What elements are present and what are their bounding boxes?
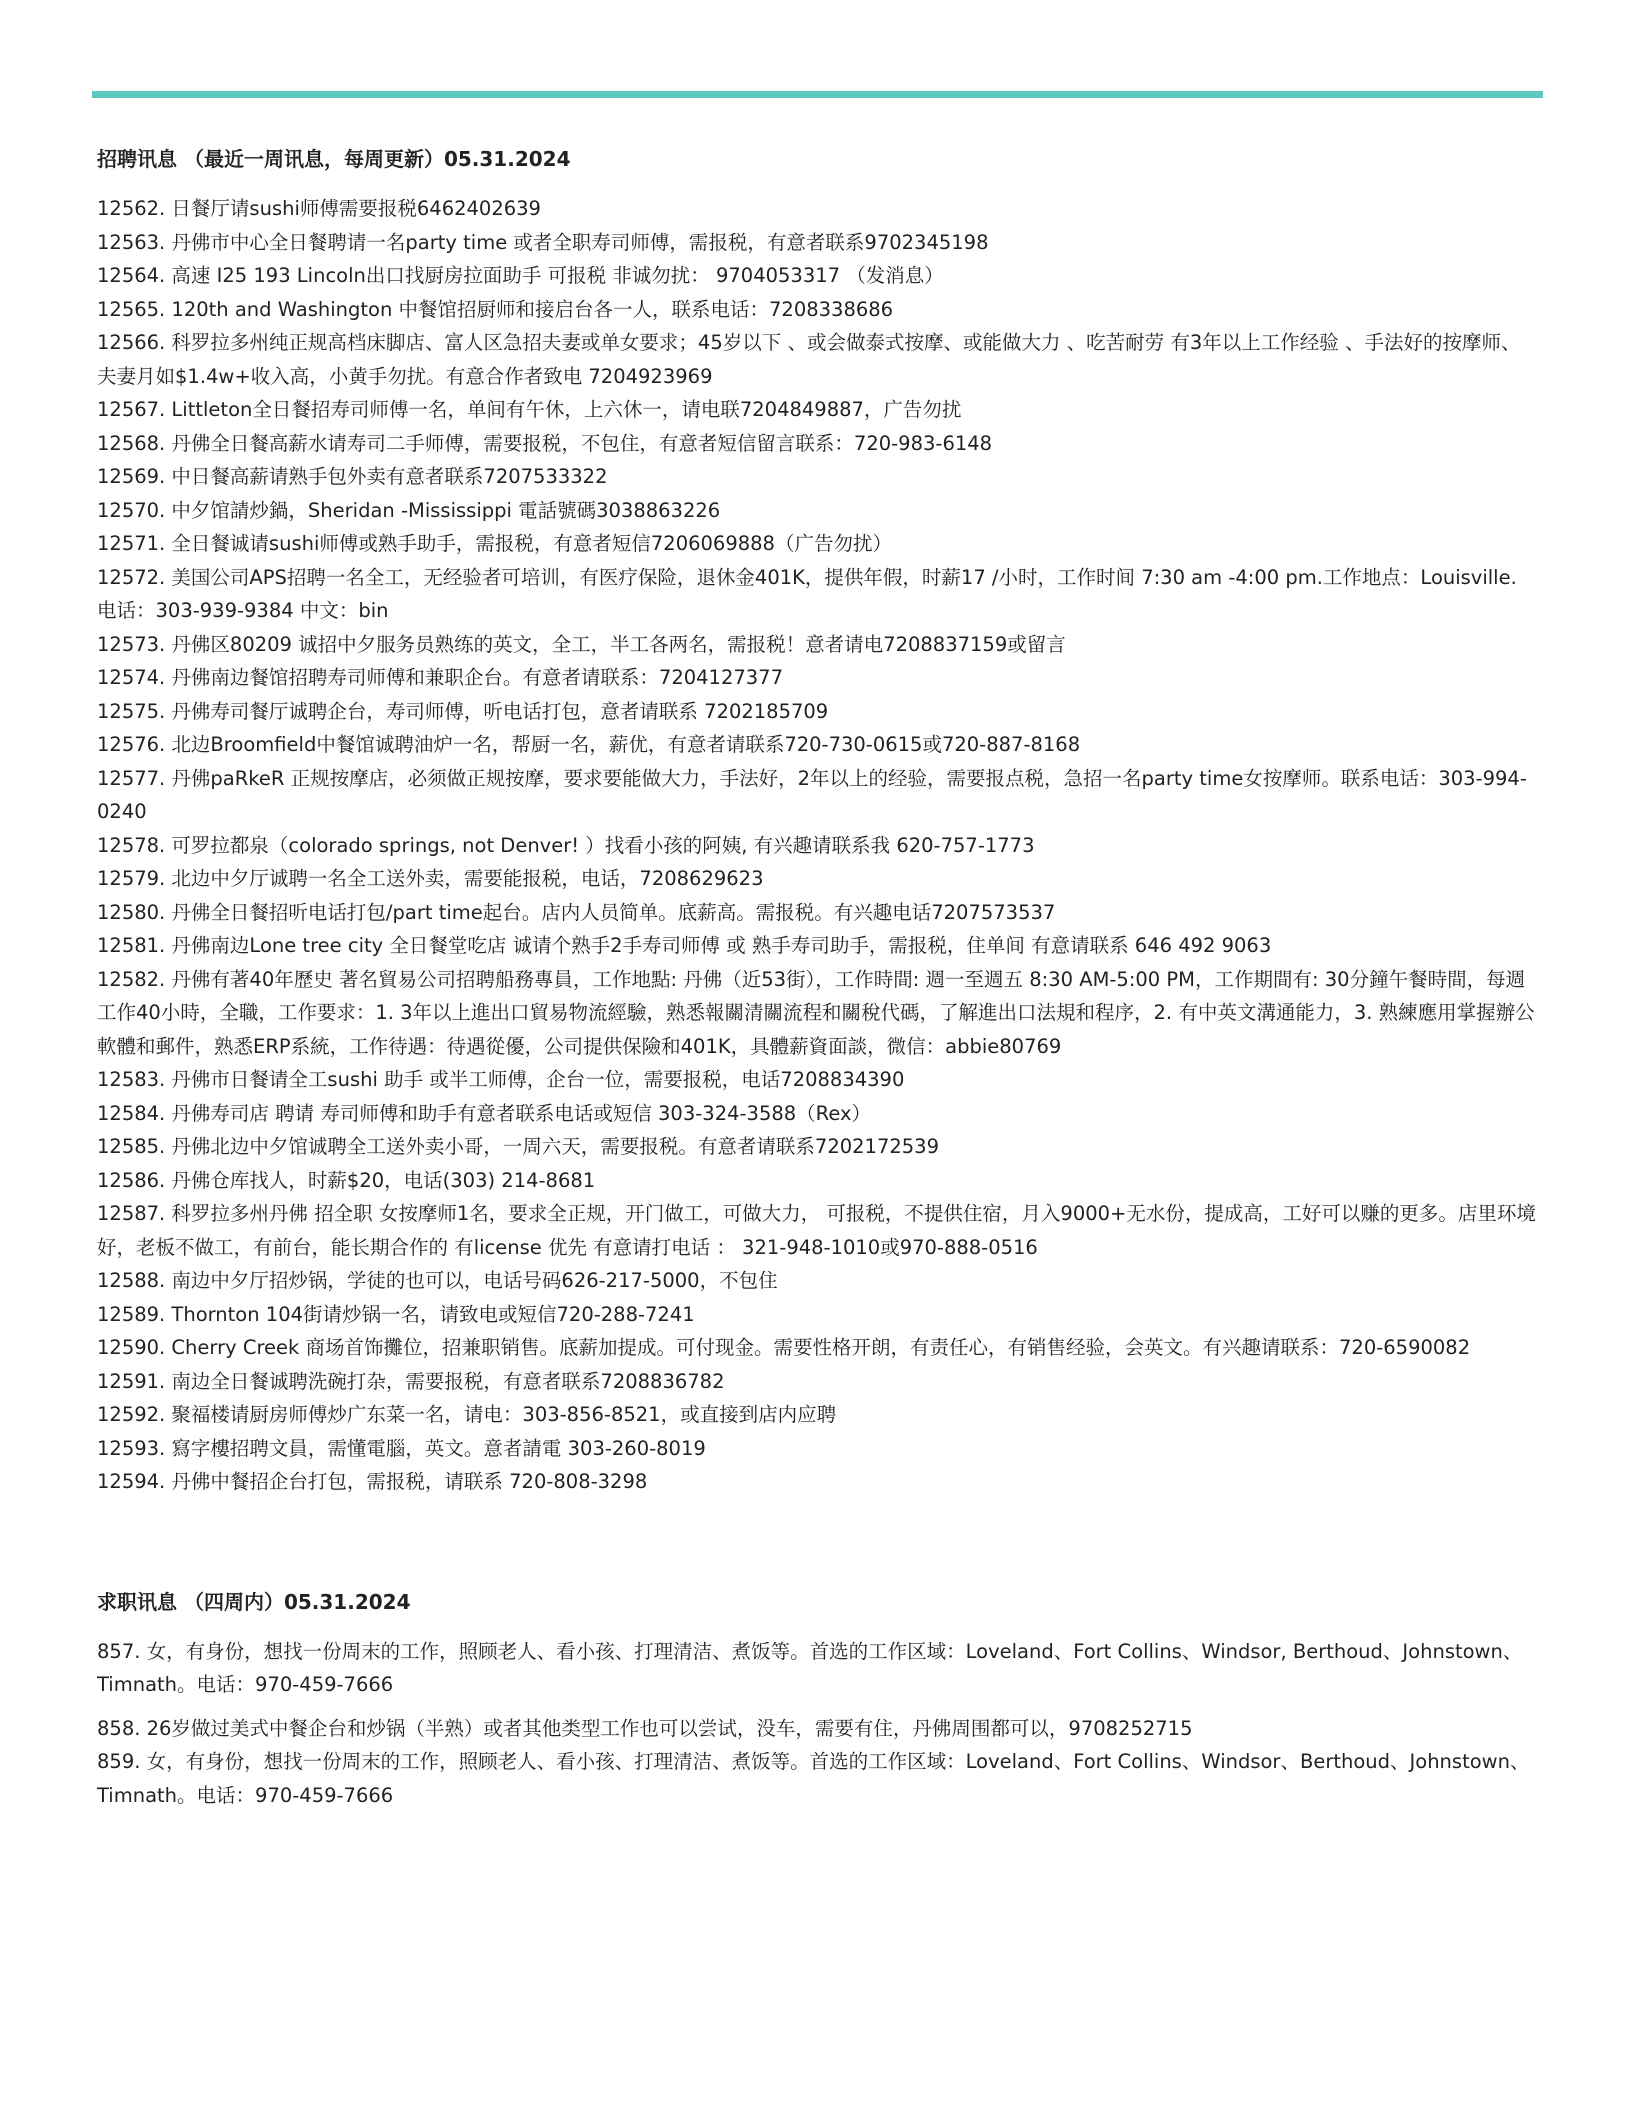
list-item: 12575. 丹佛寿司餐厅诚聘企台，寿司师傅，听电话打包，意者请联系 7202185709 xyxy=(97,699,829,723)
list-item: 12591. 南边全日餐诚聘洗碗打杂，需要报税，有意者联系7208836782 xyxy=(97,1369,725,1393)
list-item: 12574. 丹佛南边餐馆招聘寿司师傅和兼职企台。有意者请联系：7204127377 xyxy=(97,666,783,689)
list-item: 12592. 聚福楼请厨房师傅炒广东菜一名，请电：303-856-8521，或直接到店内应聘 xyxy=(97,1403,837,1426)
list-item: 12563. 丹佛市中心全日餐聘请一名party time 或者全职寿司师傅，需报税，有意者联系9702345198 xyxy=(97,230,989,254)
header-divider xyxy=(92,91,1543,98)
list-item: 12594. 丹佛中餐招企台打包，需报税，请联系 720-808-3298 xyxy=(97,1470,648,1493)
list-item: 12565. 120th and Washington 中餐馆招厨师和接启台各一人，联系电话：7208338686 xyxy=(97,297,894,321)
list-item: 12578. 可罗拉都泉（colorado springs, not Denver! ）找看小孩的阿姨, 有兴趣请联系我 620-757-1773 xyxy=(97,833,1035,857)
hiring-list xyxy=(97,192,1537,1499)
list-item: 12577. 丹佛paRkeR 正规按摩店，必须做正规按摩，要求要能做大力，手法好，2年以上的经验，需要报点税，急招一名party time女按摩师。联系电话：303-994-0240 xyxy=(97,766,1527,823)
list-item: 12586. 丹佛仓库找人，时薪$20，电话(303) 214-8681 xyxy=(97,1168,596,1192)
list-item: 12562. 日餐厅请sushi师傅需要报税6462402639 xyxy=(97,197,541,220)
list-item: 859. 女，有身份，想找一份周末的工作，照顾老人、看小孩、打理清洁、煮饭等。首选的工作区域：Loveland、Fort Collins、Windsor、Berthoud、Johnstown、Timnath。电话：970-459-7666 xyxy=(97,1750,1530,1807)
list-item: 12581. 丹佛南边Lone tree city 全日餐堂吃店 诚请个熟手2手寿司师傅 或 熟手寿司助手，需报税，住单间 有意请联系 646 492 9063 xyxy=(97,934,1272,957)
list-item: 12589. Thornton 104街请炒锅一名，请致电或短信720-288-7241 xyxy=(97,1302,695,1326)
list-item: 12579. 北边中夕厅诚聘一名全工送外卖，需要能报税，电话，7208629623 xyxy=(97,867,764,890)
list-item: 12593. 寫字樓招聘文員，需懂電腦，英文。意者請電 303-260-8019 xyxy=(97,1436,706,1460)
list-item: 12584. 丹佛寿司店 聘请 寿司师傅和助手有意者联系电话或短信 303-324-3588（Rex） xyxy=(97,1101,872,1125)
page-content xyxy=(97,142,1537,1812)
list-item: 12573. 丹佛区80209 诚招中夕服务员熟练的英文，全工，半工各两名，需报税！意者请电7208837159或留言 xyxy=(97,632,1066,656)
seeking-list xyxy=(97,1635,1537,1813)
list-item: 12568. 丹佛全日餐高薪水请寿司二手师傅，需要报税，不包住，有意者短信留言联系：720-983-6148 xyxy=(97,431,993,455)
list-item: 12585. 丹佛北边中夕馆诚聘全工送外卖小哥，一周六天，需要报税。有意者请联系7202172539 xyxy=(97,1135,939,1158)
list-item: 12569. 中日餐高薪请熟手包外卖有意者联系7207533322 xyxy=(97,465,608,488)
list-item: 12583. 丹佛市日餐请全工sushi 助手 或半工师傅，企台一位，需要报税，电话7208834390 xyxy=(97,1068,905,1091)
list-item: 12582. 丹佛有著40年歷史 著名貿易公司招聘船務專員，工作地點: 丹佛（近53街），工作時間: 週一至週五 8:30 AM-5:00 PM，工作期間有: 30分鐘午餐時間，每週工作40小時，全職，工作要求：1. 3年以上進出口貿易物流經驗，熟悉報關清關流程和關稅代碼，了解進出口法規和程序，2. 有中英文溝通能力，3. 熟練應用掌握辦公軟體和郵件，熟悉ERP系統，工作待遇：待遇從優，公司提供保險和401K，具體薪資面談，微信：abbie80769 xyxy=(97,967,1535,1058)
list-item: 12587. 科罗拉多州丹佛 招全职 女按摩师1名，要求全正规，开门做工，可做大力， 可报税，不提供住宿，月入9000+无水份，提成高，工好可以赚的更多。店里环境好，老板不做工，有前台，能长期合作的 有license 优先 有意请打电话 ： 321-948-1010或970-888-0516 xyxy=(97,1202,1536,1259)
list-item: 12571. 全日餐诚请sushi师傅或熟手助手，需报税，有意者短信7206069888（广告勿扰） xyxy=(97,532,892,555)
list-item: 858. 26岁做过美式中餐企台和炒锅（半熟）或者其他类型工作也可以尝试，没车，需要有住，丹佛周围都可以，9708252715 xyxy=(97,1716,1193,1740)
seeking-section-title: 求职讯息 （四周内）05.31.2024 xyxy=(97,1589,411,1614)
list-item: 12567. Littleton全日餐招寿司师傅一名，单间有午休，上六休一，请电联7204849887，广告勿扰 xyxy=(97,398,962,421)
list-item: 857. 女，有身份，想找一份周末的工作，照顾老人、看小孩、打理清洁、煮饭等。首选的工作区域：Loveland、Fort Collins、Windsor, Berthoud、Johnstown、Timnath。电话：970-459-7666 xyxy=(97,1639,1523,1696)
list-item: 12570. 中夕馆請炒鍋，Sheridan -Mississippi 電話號碼3038863226 xyxy=(97,498,721,522)
list-item: 12580. 丹佛全日餐招听电话打包/part time起台。店内人员简单。底薪高。需报税。有兴趣电话7207573537 xyxy=(97,900,1056,924)
list-item: 12588. 南边中夕厅招炒锅，学徒的也可以，电话号码626-217-5000，不包住 xyxy=(97,1269,778,1292)
hiring-section-title: 招聘讯息 （最近一周讯息，每周更新）05.31.2024 xyxy=(97,147,571,171)
list-item: 12572. 美国公司APS招聘一名全工，无经验者可培训，有医疗保险，退休金401K，提供年假，时薪17 /小时，工作时间 7:30 am -4:00 pm.工作地点：Louisville. 电话：303-939-9384 中文：bin xyxy=(97,565,1517,622)
list-item: 12576. 北边Broomfield中餐馆诚聘油炉一名，帮厨一名，薪优，有意者请联系720-730-0615或720-887-8168 xyxy=(97,733,1081,756)
list-item: 12590. Cherry Creek 商场首饰攤位，招兼职销售。底薪加提成。可付现金。需要性格开朗，有责任心，有销售经验，会英文。有兴趣请联系：720-6590082 xyxy=(97,1336,1471,1359)
list-item: 12566. 科罗拉多州纯正规高档床脚店、富人区急招夫妻或单女要求；45岁以下 、或会做泰式按摩、或能做大力 、吃苦耐劳 有3年以上工作经验 、手法好的按摩师、夫妻月如$1.4w+收入高，小黄手勿扰。有意合作者致电 7204923969 xyxy=(97,331,1521,388)
list-item: 12564. 高速 I25 193 Lincoln出口找厨房拉面助手 可报税 非诚勿扰： 9704053317 （发消息） xyxy=(97,264,944,287)
